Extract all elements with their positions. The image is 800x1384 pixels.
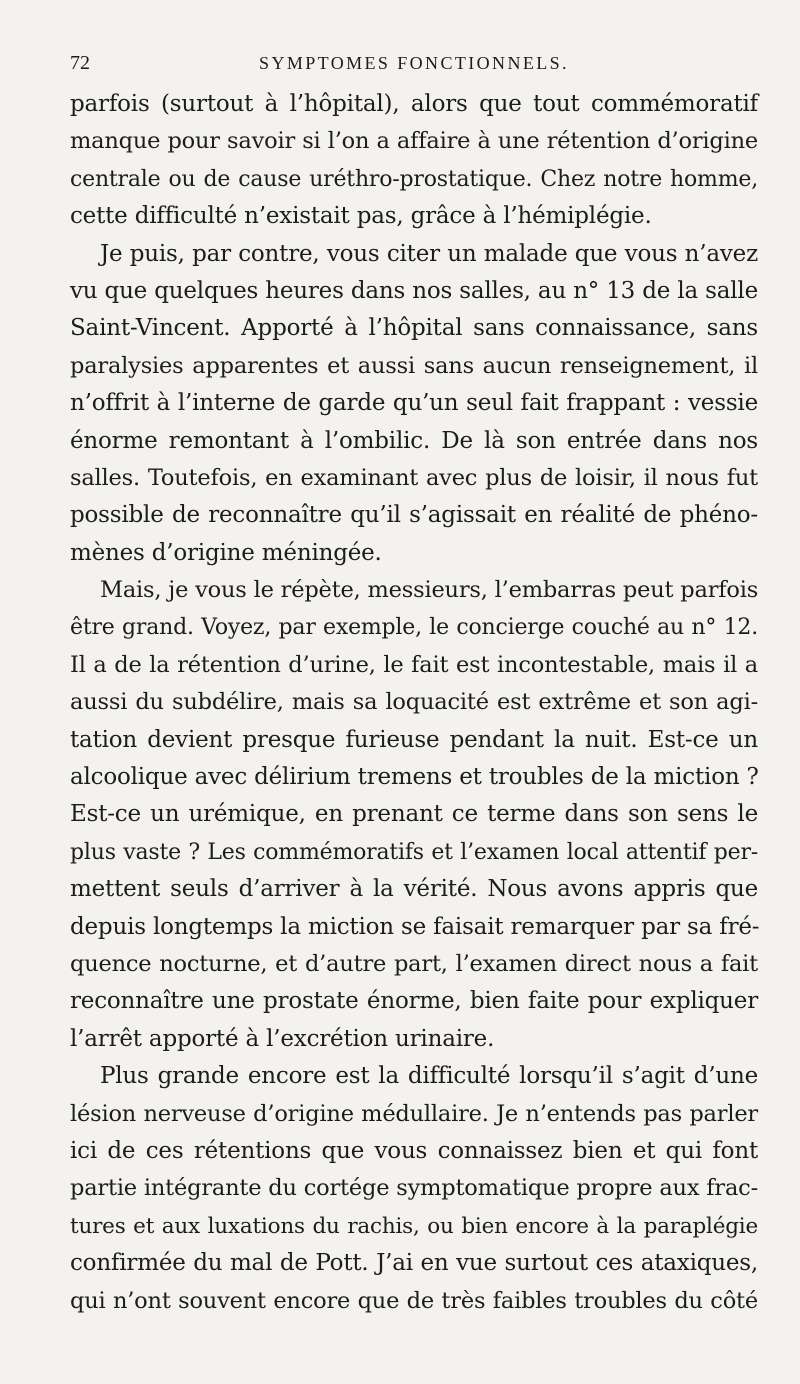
text-line: parfois (surtout à l’hôpital), alors que tout commémoratif	[70, 91, 758, 117]
text-line: aussi du subdélire, mais sa loquacité est extrême et son agi-	[70, 689, 758, 716]
text-line: confirmée du mal de Pott. J’ai en vue surtout ces ataxiques,	[70, 1250, 758, 1277]
text-line: paralysies apparentes et aussi sans aucun renseignement, il	[70, 352, 758, 379]
text-line: reconnaître une prostate énorme, bien faite pour expliquer	[70, 988, 758, 1015]
text-line: plus vaste ? Les commémoratifs et l’examen local attentif per-	[70, 839, 758, 865]
text-line: être grand. Voyez, par exemple, le concierge couché au n° 12.	[70, 615, 758, 641]
text-line: mènes d’origine méningée.	[70, 539, 382, 566]
text-line: ici de ces rétentions que vous connaissez bien et qui font	[70, 1137, 758, 1164]
text-line: mettent seuls d’arriver à la vérité. Nous avons appris que	[70, 876, 758, 903]
page-number: 72	[70, 52, 90, 74]
text-line: quence nocturne, et d’autre part, l’examen direct nous a fait	[70, 950, 758, 977]
page-header	[70, 52, 758, 82]
text-line: lésion nerveuse d’origine médullaire. Je n’entends pas parler	[70, 1100, 758, 1127]
text-line: Je puis, par contre, vous citer un malade que vous n’avez	[100, 240, 758, 267]
text-line: salles. Toutefois, en examinant avec plus de loisir, il nous fut	[70, 464, 758, 491]
text-line: centrale ou de cause uréthro-prostatique. Chez notre homme,	[70, 166, 758, 192]
text-line: tation devient presque furieuse pendant la nuit. Est-ce un	[70, 726, 758, 753]
text-line: manque pour savoir si l’on a affaire à une rétention d’origine	[70, 128, 758, 155]
text-line: partie intégrante du cortége symptomatique propre aux frac-	[70, 1175, 758, 1202]
text-line: alcoolique avec délirium tremens et troubles de la miction ?	[70, 764, 759, 791]
text-line: n’offrit à l’interne de garde qu’un seul fait frappant : vessie	[70, 390, 758, 417]
text-line: qui n’ont souvent encore que de très faibles troubles du côté	[70, 1287, 758, 1314]
text-line: Est-ce un urémique, en prenant ce terme dans son sens le	[70, 801, 758, 828]
text-line: vu que quelques heures dans nos salles, au n° 13 de la salle	[70, 277, 758, 304]
text-line: Saint-Vincent. Apporté à l’hôpital sans connaissance, sans	[70, 315, 758, 342]
text-line: depuis longtemps la miction se faisait remarquer par sa fré-	[70, 913, 760, 940]
text-line: tures et aux luxations du rachis, ou bien encore à la paraplégie	[70, 1213, 758, 1239]
body-text	[70, 86, 758, 1320]
text-line: possible de reconnaître qu’il s’agissait en réalité de phéno-	[70, 502, 758, 529]
running-title: SYMPTOMES FONCTIONNELS.	[259, 53, 569, 73]
text-line: cette difficulté n’existait pas, grâce à l’hémiplégie.	[70, 203, 652, 230]
text-line: l’arrêt apporté à l’excrétion urinaire.	[70, 1025, 495, 1052]
text-line: énorme remontant à l’ombilic. De là son entrée dans nos	[70, 427, 758, 454]
text-line: Mais, je vous le répète, messieurs, l’embarras peut parfois	[100, 577, 759, 604]
text-line: Il a de la rétention d’urine, le fait est incontestable, mais il a	[70, 651, 758, 678]
text-line: Plus grande encore est la difficulté lorsqu’il s’agit d’une	[100, 1063, 758, 1090]
